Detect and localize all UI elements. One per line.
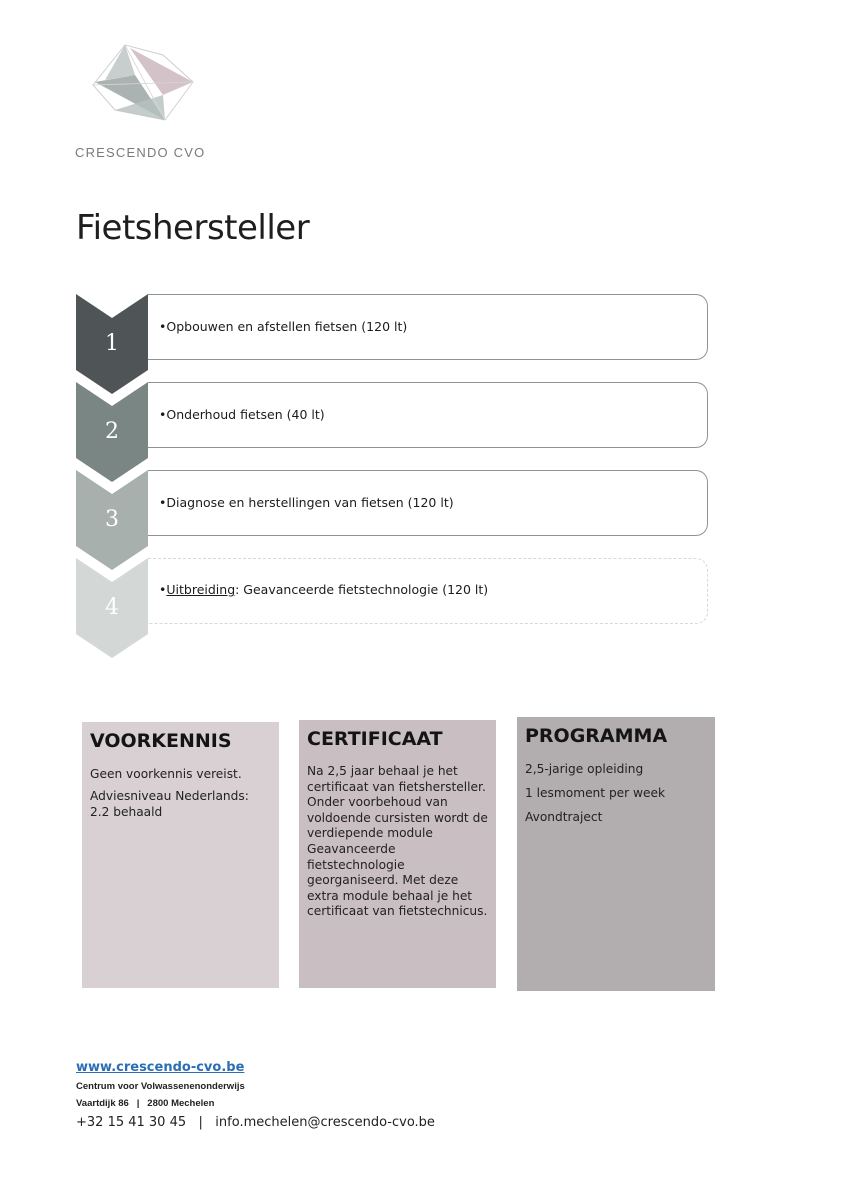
step-4-number: 4 [105, 595, 119, 620]
voorkennis-line-1: Geen voorkennis vereist. [90, 767, 242, 781]
voorkennis-line-2: Adviesniveau Nederlands: 2.2 behaald [90, 789, 249, 819]
step-3-text: •Diagnose en herstellingen van fietsen (120 lt) [159, 495, 454, 510]
certificaat-text: Na 2,5 jaar behaal je het certificaat van fietshersteller. Onder voorbehoud van voldoende cursisten wordt de verdiepende module Geavanceerde fietstechnologie georganiseerd. Met deze extra module behaal je het certificaat van fietstechnicus. [307, 764, 488, 919]
programma-line-3: Avondtraject [525, 810, 603, 824]
page-title: Fietshersteller [76, 208, 310, 248]
certificaat-card [299, 720, 496, 988]
step-1-number: 1 [105, 331, 119, 356]
step-4-bullet: • [159, 582, 167, 597]
step-2-number: 2 [105, 419, 119, 444]
step-1-text: •Opbouwen en afstellen fietsen (120 lt) [159, 319, 408, 334]
website-link[interactable]: www.crescendo-cvo.be [76, 1060, 245, 1075]
certificaat-title: CERTIFICAAT [307, 728, 443, 750]
footer-org: Centrum voor Volwassenenonderwijs [76, 1081, 245, 1092]
logo-name: CRESCENDO CVO [75, 145, 206, 160]
programma-line-2: 1 lesmoment per week [525, 786, 666, 800]
footer-address: Vaartdijk 86 | 2800 Mechelen [76, 1098, 215, 1109]
footer-contact: +32 15 41 30 45 | info.mechelen@crescendo-cvo.be [76, 1115, 435, 1130]
step-4-label: Uitbreiding [166, 582, 236, 597]
step-4-text [159, 582, 488, 597]
footer [76, 1060, 435, 1130]
programma-card [517, 717, 715, 991]
voorkennis-card [82, 722, 279, 988]
step-4-rest: : Geavanceerde fietstechnologie (120 lt) [235, 582, 489, 597]
step-3-number: 3 [105, 507, 119, 532]
voorkennis-title: VOORKENNIS [90, 730, 232, 752]
step-2-text: •Onderhoud fietsen (40 lt) [159, 407, 325, 422]
programma-title: PROGRAMMA [525, 725, 668, 747]
programma-line-1: 2,5-jarige opleiding [525, 762, 644, 776]
